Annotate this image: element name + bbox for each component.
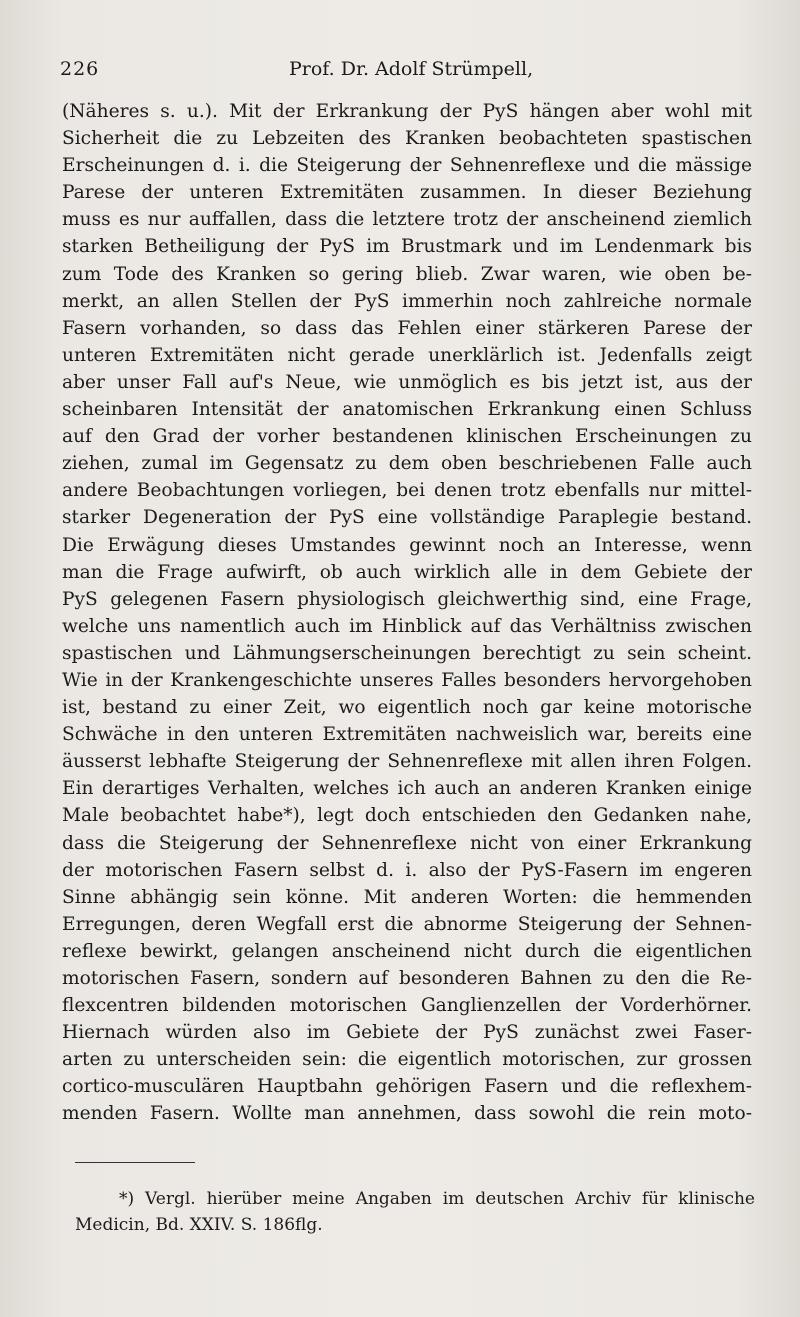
text-line: dass die Steigerung der Sehnenreflexe nicht von einer Erkrankung — [62, 832, 752, 854]
text-line: Erregungen, deren Wegfall erst die abnorme Steigerung der Sehnen- — [62, 913, 752, 935]
text-line: auf den Grad der vorher bestandenen klinischen Erscheinungen zu — [62, 426, 752, 448]
text-line: reflexe bewirkt, gelangen anscheinend nicht durch die eigentlichen — [62, 940, 752, 962]
text-line: starker Degeneration der PyS eine vollständige Paraplegie bestand. — [62, 507, 752, 529]
text-line: muss es nur auffallen, dass die letztere trotz der anscheinend ziemlich — [62, 209, 752, 231]
text-line: menden Fasern. Wollte man annehmen, dass sowohl die rein moto- — [62, 1103, 752, 1125]
text-line: andere Beobachtungen vorliegen, bei denen trotz ebenfalls nur mittel- — [62, 480, 752, 502]
text-line: starken Betheiligung der PyS im Brustmark und im Lendenmark bis — [62, 236, 752, 258]
running-title: Prof. Dr. Adolf Strümpell, — [289, 58, 534, 80]
text-line: Sicherheit die zu Lebzeiten des Kranken beobachteten spastischen — [62, 128, 752, 150]
text-line: ist, bestand zu einer Zeit, wo eigentlich noch gar keine motorische — [62, 697, 752, 719]
text-line: motorischen Fasern, sondern auf besonderen Bahnen zu den die Re- — [62, 968, 752, 989]
text-line: ziehen, zumal im Gegensatz zu dem oben beschriebenen Falle auch — [62, 453, 752, 475]
text-line: unteren Extremitäten nicht gerade unerklärlich ist. Jedenfalls zeigt — [62, 344, 752, 366]
text-line: Schwäche in den unteren Extremitäten nachweislich war, bereits eine — [62, 724, 752, 746]
text-line: spastischen und Lähmungserscheinungen berechtigt zu sein scheint. — [62, 642, 752, 664]
text-line: Male beobachtet habe*), legt doch entschieden den Gedanken nahe, — [62, 805, 752, 827]
text-line: Sinne abhängig sein könne. Mit anderen Worten: die hemmenden — [62, 886, 752, 908]
text-line: cortico-musculären Hauptbahn gehörigen Fasern und die reflexhem- — [62, 1076, 752, 1098]
running-head — [60, 58, 740, 88]
text-line: Fasern vorhanden, so dass das Fehlen einer stärkeren Parese der — [62, 317, 752, 339]
text-line: man die Frage aufwirft, ob auch wirklich alle in dem Gebiete der — [62, 561, 752, 583]
text-line: äusserst lebhafte Steigerung der Sehnenreflexe mit allen ihren Folgen. — [62, 751, 752, 773]
text-line: Hiernach würden also im Gebiete der PyS zunächst zwei Faser- — [62, 1022, 752, 1044]
page-number: 226 — [60, 58, 100, 80]
text-line: zum Tode des Kranken so gering blieb. Zwar waren, wie oben be- — [62, 263, 752, 285]
text-line: Erscheinungen d. i. die Steigerung der Sehnenreflexe und die mässige — [62, 155, 752, 177]
footnote-line: Medicin, Bd. XXIV. S. 186flg. — [75, 1215, 323, 1235]
text-line: scheinbaren Intensität der anatomischen Erkrankung einen Schluss — [62, 399, 752, 421]
footnote-line: *) Vergl. hierüber meine Angaben im deutschen Archiv für klinische — [119, 1189, 755, 1209]
text-line: merkt, an allen Stellen der PyS immerhin noch zahlreiche normale — [62, 290, 752, 312]
text-line: Wie in der Krankengeschichte unseres Falles besonders hervorgehoben — [62, 669, 752, 691]
text-line: aber unser Fall auf's Neue, wie unmöglich es bis jetzt ist, aus der — [62, 371, 752, 393]
text-line: welche uns namentlich auch im Hinblick auf das Verhältniss zwischen — [62, 615, 752, 637]
text-line: flexcentren bildenden motorischen Ganglienzellen der Vorderhörner. — [62, 995, 752, 1017]
footnote-divider — [75, 1162, 195, 1163]
text-line: Parese der unteren Extremitäten zusammen. In dieser Beziehung — [62, 182, 752, 204]
footnote — [75, 1186, 755, 1238]
text-line: (Näheres s. u.). Mit der Erkrankung der PyS hängen aber wohl mit — [62, 101, 752, 122]
text-line: Ein derartiges Verhalten, welches ich auch an anderen Kranken einige — [62, 778, 752, 800]
body-text — [62, 98, 752, 1128]
text-line: der motorischen Fasern selbst d. i. also der PyS-Fasern im engeren — [62, 859, 752, 881]
text-line: arten zu unterscheiden sein: die eigentlich motorischen, zur grossen — [62, 1049, 752, 1071]
text-line: Die Erwägung dieses Umstandes gewinnt noch an Interesse, wenn — [62, 534, 752, 556]
text-line: PyS gelegenen Fasern physiologisch gleichwerthig sind, eine Frage, — [62, 588, 752, 610]
